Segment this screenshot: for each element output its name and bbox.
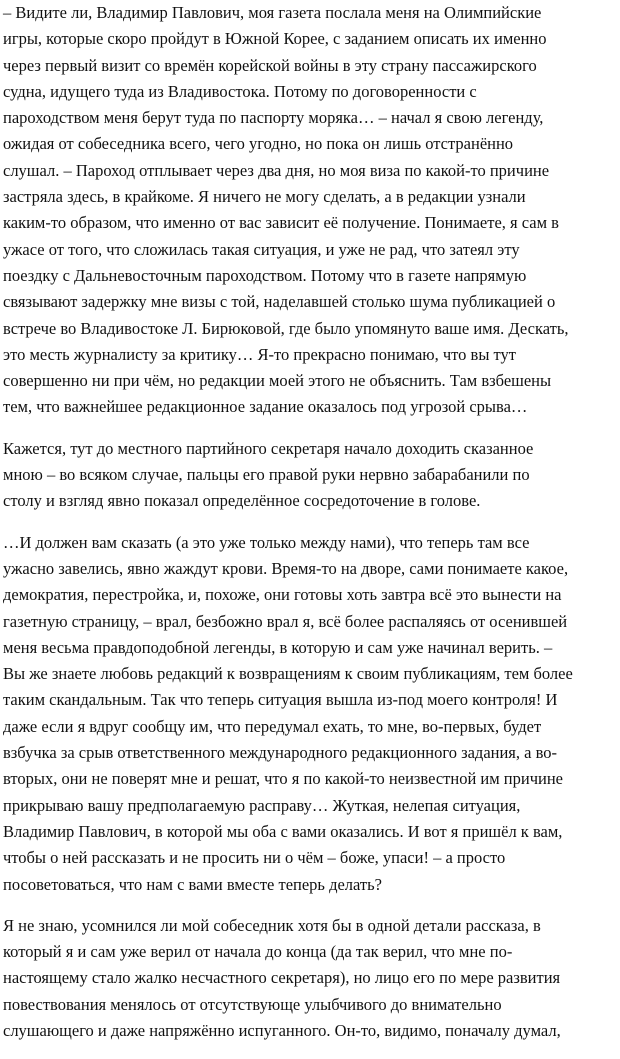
text-line: совершенно ни при чём, но редакции моей этого не объяснить. Там взбешены <box>3 371 552 391</box>
text-line: ужасно завелись, явно жаждут крови. Время-то на дворе, сами понимаете какое, <box>3 558 569 578</box>
text-line: взбучка за срыв ответственного международного редакционного задания, а во- <box>3 743 558 763</box>
text-line: повествования менялось от отсутствующе улыбчивого до внимательно <box>3 994 502 1014</box>
text-line: чтобы о ней рассказать и не просить ни о чём – боже, упаси! – а просто <box>3 848 506 868</box>
text-line: тем, что важнейшее редакционное задание оказалось под угрозой срыва… <box>3 397 528 417</box>
text-line: – Видите ли, Владимир Павлович, моя газета послала меня на Олимпийские <box>3 3 542 22</box>
text-line: таким скандальным. Так что теперь ситуация вышла из-под моего контроля! И <box>3 690 558 710</box>
text-line: встрече во Владивостоке Л. Бирюковой, где было упомянуто ваше имя. Дескать, <box>3 318 569 338</box>
text-line: ужасе от того, что сложилась такая ситуация, и уже не рад, что затеял эту <box>3 239 520 259</box>
document-page <box>3 0 619 1059</box>
text-line: настоящему стало жалко несчастного секретаря), но лицо его по мере развития <box>3 968 561 988</box>
text-line: это месть журналисту за критику… Я-то прекрасно понимаю, что вы тут <box>3 344 517 364</box>
paragraph-3 <box>3 530 619 898</box>
text-line: демократия, перестройка, и, похоже, они готовы хоть завтра всё это вынести на <box>3 585 562 605</box>
text-line: Вы же знаете любовь редакций к возвращениям к своим публикациям, тем более <box>3 664 573 684</box>
text-line: столу и взгляд явно показал определённое сосредоточение в голове. <box>3 491 481 511</box>
text-line: через первый визит со времён корейской войны в эту страну пассажирского <box>3 55 537 75</box>
text-line: каким-то образом, что именно от вас зависит её получение. Понимаете, я сам в <box>3 213 559 233</box>
text-line: даже если я вдруг сообщу им, что передумал ехать, то мне, во-первых, будет <box>3 716 542 736</box>
text-line: слушал. – Пароход отплывает через два дня, но моя виза по какой-то причине <box>3 160 550 180</box>
text-line: Я не знаю, усомнился ли мой собеседник хотя бы в одной детали рассказа, в <box>3 915 541 935</box>
text-line: прикрываю вашу предполагаемую расправу… Жуткая, нелепая ситуация, <box>3 795 521 815</box>
text-line: …И должен вам сказать (а это уже только между нами), что теперь там все <box>3 532 530 552</box>
text-line: связывают задержку мне визы с той, наделавшей столько шума публикацией о <box>3 292 556 312</box>
text-line: Владимир Павлович, в которой мы оба с вами оказались. И вот я пришёл к вам, <box>3 821 563 841</box>
text-line: посоветоваться, что нам с вами вместе теперь делать? <box>3 874 382 894</box>
text-line: меня весьма правдоподобной легенды, в которую и сам уже начинал верить. – <box>3 637 553 657</box>
text-line: вторых, они не поверят мне и решат, что я по какой-то неизвестной им причине <box>3 769 564 789</box>
text-line: поездку с Дальневосточным пароходством. Потому что в газете напрямую <box>3 265 527 285</box>
text-line: мною – во всяком случае, пальцы его правой руки нервно забарабанили по <box>3 465 530 485</box>
text-line: газетную страницу, – врал, безбожно врал я, всё более распаляясь от осенившей <box>3 611 568 631</box>
text-line: слушающего и даже напряжённо испуганного. Он-то, видимо, поначалу думал, <box>3 1020 561 1040</box>
text-line: пароходством меня берут туда по паспорту моряка… – начал я свою легенду, <box>3 108 544 128</box>
text-line: Кажется, тут до местного партийного секретаря начало доходить сказанное <box>3 438 534 458</box>
text-line: игры, которые скоро пройдут в Южной Корее, с заданием описать их именно <box>3 29 547 49</box>
text-line: ожидая от собеседника всего, чего угодно, но пока он лишь отстранённо <box>3 134 514 154</box>
text-line: застряла здесь, в крайкоме. Я ничего не могу сделать, а в редакции узнали <box>3 187 526 207</box>
paragraph-1 <box>3 0 619 421</box>
paragraph-2 <box>3 436 619 515</box>
text-line: который я и сам уже верил от начала до конца (да так верил, что мне по- <box>3 942 513 962</box>
paragraph-4 <box>3 913 619 1044</box>
text-line: судна, идущего туда из Владивостока. Потому по договоренности с <box>3 81 477 101</box>
